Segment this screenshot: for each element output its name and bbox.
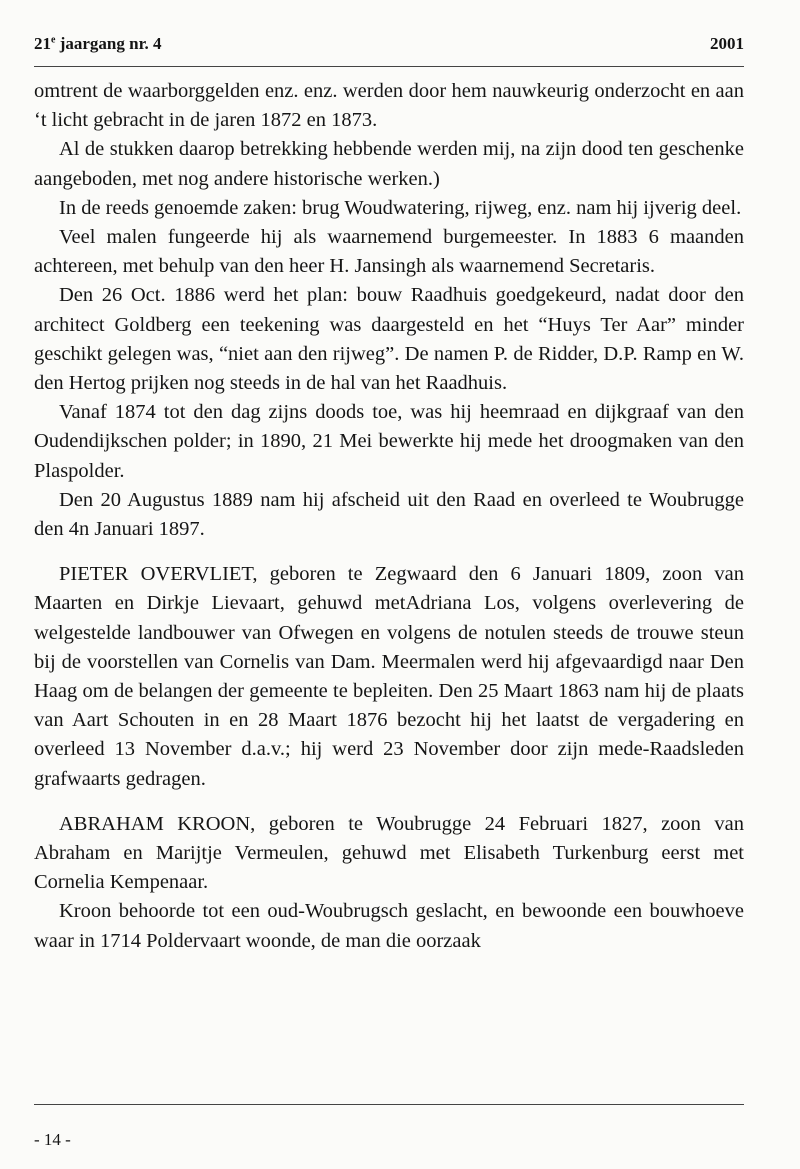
paragraph: Kroon behoorde tot een oud-Woubrugsch geslacht, en bewoonde een bouwhoeve waar in 1714 Poldervaart woonde, de man die oorzaak (34, 900, 744, 952)
year-label: 2001 (710, 34, 744, 53)
paragraph: PIETER OVERVLIET, geboren te Zegwaard den 6 Januari 1809, zoon van Maarten en Dirkje Lievaart, gehuwd metAdriana Los, volgens overlevering de welgestelde landbouwer van Ofwegen en volgens de notulen steeds de trouwe steun bij de voorstellen van Cornelis van Dam. Meermalen werd hij afgevaardigd naar Den Haag om de belangen der gemeente te bepleiten. Den 25 Maart 1863 nam hij de plaats van Aart Schouten in en 28 Maart 1876 bezocht hij het laatst de vergadering en overleed 13 November d.a.v.; hij werd 23 November door zijn mede-Raadsleden grafwaarts gedragen. (34, 563, 744, 790)
header-divider (34, 66, 744, 67)
paragraph: Veel malen fungeerde hij als waarnemend burgemeester. In 1883 6 maanden achtereen, met behulp van den heer H. Jansingh als waarnemend Secretaris. (34, 226, 744, 278)
running-header (34, 34, 744, 58)
paragraph: Vanaf 1874 tot den dag zijns doods toe, was hij heemraad en dijkgraaf van den Oudendijkschen polder; in 1890, 21 Mei bewerkte hij mede het droogmaken van den Plaspolder. (34, 401, 744, 482)
issue-label: 21e jaargang nr. 4 (34, 34, 162, 53)
paragraph: Den 26 Oct. 1886 werd het plan: bouw Raadhuis goedgekeurd, nadat door den architect Goldberg een teekening was daargesteld en het “Huys Ter Aar” minder geschikt gelegen was, “niet aan den rijweg”. De namen P. de Ridder, D.P. Ramp en W. den Hertog prijken nog steeds in de hal van het Raadhuis. (34, 284, 744, 395)
body-text (34, 77, 744, 956)
page-number: - 14 - (34, 1130, 71, 1149)
footer-divider (34, 1104, 744, 1105)
paragraph: omtrent de waarborggelden enz. enz. werden door hem nauwkeurig onderzocht en aan ‘t licht gebracht in de jaren 1872 en 1873. (34, 80, 744, 132)
paragraph: ABRAHAM KROON, geboren te Woubrugge 24 Februari 1827, zoon van Abraham en Marijtje Vermeulen, gehuwd met Elisabeth Turkenburg eerst met Cornelia Kempenaar. (34, 812, 744, 894)
paragraph: Den 20 Augustus 1889 nam hij afscheid uit den Raad en overleed te Woubrugge den 4n Januari 1897. (34, 488, 744, 541)
paragraph: Al de stukken daarop betrekking hebbende werden mij, na zijn dood ten geschenke aangeboden, met nog andere historische werken.) (34, 138, 744, 190)
paragraph: In de reeds genoemde zaken: brug Woudwatering, rijweg, enz. nam hij ijverig deel. (59, 196, 742, 219)
